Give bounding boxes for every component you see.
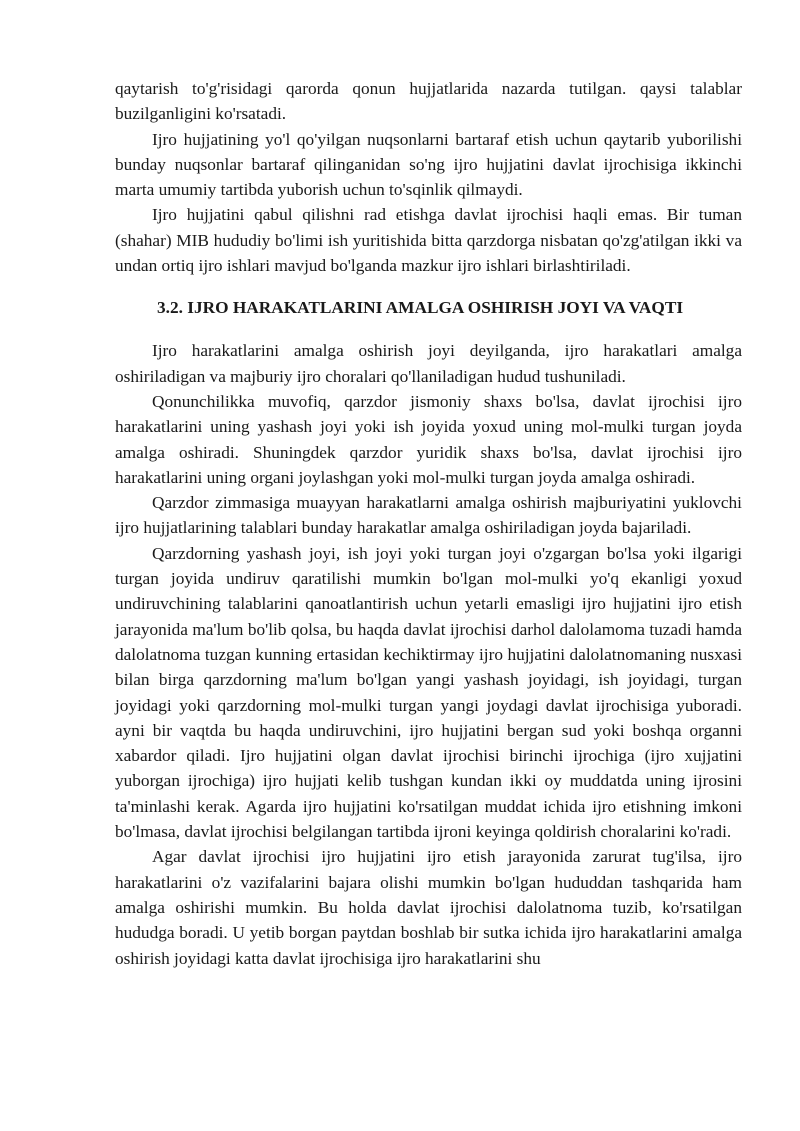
document-page [115, 76, 742, 971]
paragraph: Qarzdorning yashash joyi, ish joyi yoki turgan joyi o'zgargan bo'lsa yoki ilgarigi turgan joyida undiruv qaratilishi mumkin bo'lgan mol-mulki yo'q ekanligi yoxud undiruvchining talablarini qanoatlantirish uchun yetarli emasligi ijro hujjatini ijro etish jarayonida ma'lum bo'lib qolsa, bu haqda davlat ijrochisi darhol dalolamoma tuzadi hamda dalolatnoma tuzgan kunning ertasidan kechiktirmay ijro hujjatini dalolatnomaning nusxasi bilan birga qarzdorning ma'lum bo'lgan yangi yashash joyidagi, ish joyidagi, turgan joyidagi yoki qarzdorning mol-mulki turgan yangi joydagi davlat ijrochisiga yuboradi. ayni bir vaqtda bu haqda undiruvchini, ijro hujjatini bergan sud yoki boshqa organni xabardor qiladi. Ijro hujjatini olgan davlat ijrochisi birinchi ijrochiga (ijro xujjatini yuborgan ijrochiga) ijro hujjati kelib tushgan kundan ikki oy muddatda uning ijrosini ta'minlashi kerak. Agarda ijro hujjatini ko'rsatilgan muddat ichida ijro etishning imkoni bo'lmasa, davlat ijrochisi belgilangan tartibda ijroni keyinga qoldirish choralarini ko'radi. [115, 543, 742, 842]
paragraph: qaytarish to'g'risidagi qarorda qonun hujjatlarida nazarda tutilgan. qaysi talablar buzilganligini ko'rsatadi. [115, 79, 742, 124]
paragraph: Qonunchilikka muvofiq, qarzdor jismoniy shaxs bo'lsa, davlat ijrochisi ijro harakatlarini uning yashash joyi yoki ish joyida yoxud uning mol-mulki turgan joyda amalga oshiradi. Shuningdek qarzdor yuridik shaxs bo'lsa, davlat ijrochisi ijro harakatlarini uning organi joylashgan yoki mol-mulki turgan joyda amalga oshiradi. [115, 391, 742, 487]
paragraph: Ijro hujjatining yo'l qo'yilgan nuqsonlarni bartaraf etish uchun qaytarib yuborilishi bunday nuqsonlar bartaraf qilinganidan so'ng ijro hujjatini davlat ijrochisiga ikkinchi marta umumiy tartibda yuborish uchun to'sqinlik qilmaydi. [115, 129, 742, 200]
section-heading: 3.2. IJRO HARAKATLARINI AMALGA OSHIRISH JOYI VA VAQTI [157, 298, 684, 318]
paragraph: Ijro harakatlarini amalga oshirish joyi deyilganda, ijro harakatlari amalga oshiriladigan va majburiy ijro choralari qo'llaniladigan hudud tushuniladi. [115, 341, 742, 386]
paragraph: Ijro hujjatini qabul qilishni rad etishga davlat ijrochisi haqli emas. Bir tuman (shahar) MIB hududiy bo'limi ish yuritishida bitta qarzdorga nisbatan qo'zg'atilgan ikki va undan ortiq ijro ishlari mavjud bo'lganda mazkur ijro ishlari birlashtiriladi. [115, 205, 742, 276]
paragraph: Agar davlat ijrochisi ijro hujjatini ijro etish jarayonida zarurat tug'ilsa, ijro harakatlarini o'z vazifalarini bajara olishi mumkin bo'lgan hududdan tashqarida ham amalga oshirishi mumkin. Bu holda davlat ijrochisi dalolatnoma tuzib, ko'rsatilgan hududga boradi. U yetib borgan paytdan boshlab bir sutka ichida ijro harakatlarini amalga oshirish joyidagi katta davlat ijrochisiga ijro harakatlarini shu [115, 847, 742, 968]
paragraph: Qarzdor zimmasiga muayyan harakatlarni amalga oshirish majburiyatini yuklovchi ijro hujjatlarining talablari bunday harakatlar amalga oshiriladigan joyda bajariladi. [115, 493, 742, 538]
